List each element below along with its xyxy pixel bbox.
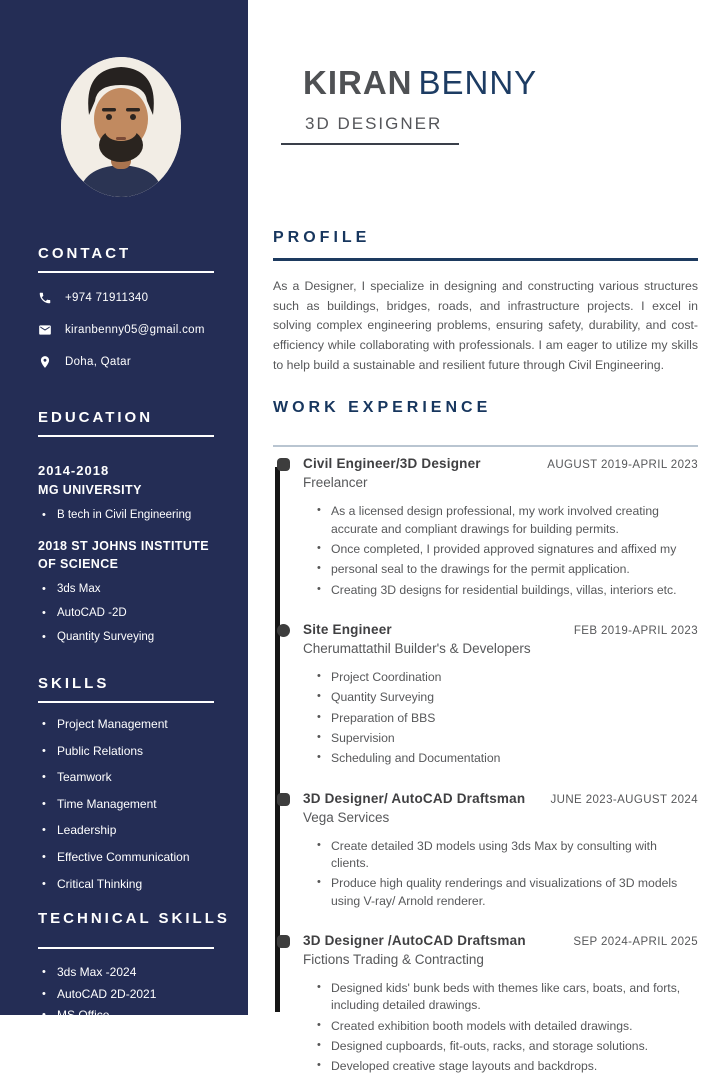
contact-email-row [38,323,228,337]
job-company: Freelancer [303,475,368,491]
job-company: Vega Services [303,809,390,825]
skills-heading: SKILLS [38,675,110,692]
job-company: Fictions Trading & Contracting [303,951,484,967]
contact-phone-row [38,291,228,305]
job-bullets [317,980,698,1076]
job-bullets [317,503,698,599]
list-item: • 3ds Max -2024 [42,965,228,981]
list-item: • Create detailed 3D models using 3ds Max by consulting with clients. [317,838,698,873]
contact-email-text: kiranbenny05@gmail.com [65,324,205,336]
list-item: • Creating 3D designs for residential buildings, villas, interiors etc. [317,582,698,599]
list-item: • personal seal to the drawings for the permit application. [317,561,698,578]
work-experience-divider [273,445,698,447]
contact-location-row [38,355,228,369]
work-experience-heading: WORK EXPERIENCE [273,399,492,417]
list-item: • Designed cupboards, fit-outs, racks, and storage solutions. [317,1038,698,1055]
list-item: • Project Coordination [317,669,698,686]
job-entry [303,933,698,1076]
list-item: • STAAD PRO V8i [42,1030,228,1046]
job-title: Site Engineer [303,622,392,637]
job-entry [303,456,698,599]
list-item: • Critical Thinking [42,877,228,893]
timeline-marker [277,935,290,948]
list-item: • Produce high quality renderings and visualizations of 3D models using V-ray/ Arnold renderer. [317,875,698,910]
list-item: • MS Office [42,1008,228,1024]
education-period: 2014-2018 [38,463,110,478]
profile-underline [273,258,698,261]
timeline-marker [277,793,290,806]
education-items [42,508,228,523]
skills-section [38,675,228,892]
job-period: SEP 2024-APRIL 2025 [573,935,698,948]
list-item: • As a licensed design professional, my work involved creating accurate and compliant drawings for building permits. [317,503,698,538]
email-icon [38,323,52,337]
list-item: • Project Management [42,717,228,733]
candidate-name [303,64,698,102]
last-name: BENNY [418,64,538,101]
list-item: • Quantity Surveying [317,689,698,706]
job-title: 3D Designer /AutoCAD Draftsman [303,932,526,948]
job-period: AUGUST 2019-APRIL 2023 [547,459,698,472]
technical-skills-section [38,910,228,1067]
timeline-bar [275,467,280,1012]
list-item: • 3ds Max [42,582,228,597]
list-item: • Effective Communication [42,850,228,866]
profile-photo [61,57,181,197]
job-period: FEB 2019-APRIL 2023 [573,625,698,637]
profile-section [273,229,698,375]
contact-location-text: Doha, Qatar [65,356,131,368]
job-company: Cherumattathil Builder's & Developers [303,641,531,656]
skills-divider [38,701,214,703]
technical-skills-list [42,965,228,1067]
job-entry [303,791,698,910]
profile-heading: PROFILE [273,229,371,246]
education-heading: EDUCATION [38,409,154,426]
list-item: • B tech in Civil Engineering [42,508,228,523]
phone-icon [38,291,52,305]
list-item: • TA of stocks & cryptocurrencies [42,1052,228,1068]
work-experience-section [273,399,698,1075]
job-role: 3D DESIGNER [305,114,443,133]
education-entry [38,537,228,645]
education-entry [38,463,228,523]
job-period: JUNE 2023-AUGUST 2024 [550,793,698,806]
education-divider [38,435,214,437]
avatar-illustration [61,57,181,197]
contact-section [38,245,228,369]
list-item: • Time Management [42,797,228,813]
contact-phone-text: +974 71911340 [65,292,149,304]
list-item: • Teamwork [42,770,228,786]
list-item: • Created exhibition booth models with detailed drawings. [317,1018,698,1035]
contact-heading: CONTACT [38,245,132,262]
list-item: • Leadership [42,823,228,839]
skills-list [42,717,228,892]
list-item: • Supervision [317,730,698,747]
list-item: • Developed creative stage layouts and backdrops. [317,1058,698,1075]
list-item: • Quantity Surveying [42,630,228,645]
job-header [303,791,698,806]
list-item: • Once completed, I provided approved signatures and affixed my [317,541,698,558]
job-header [303,622,698,637]
technical-skills-divider [38,947,214,949]
list-item: • Designed kids' bunk beds with themes like cars, boats, and forts, including detailed drawings. [317,980,698,1015]
list-item: • Preparation of BBS [317,710,698,727]
education-school: 2018 ST JOHNS INSTITUTE OF SCIENCE [38,538,210,572]
timeline-marker [277,458,290,471]
technical-skills-heading: TECHNICAL SKILLS [38,910,230,928]
education-section [38,409,228,645]
work-timeline [273,456,698,1075]
first-name: KIRAN [303,64,413,101]
contact-divider [38,271,214,273]
job-title: Civil Engineer/3D Designer [303,456,481,472]
education-school: MG UNIVERSITY [38,483,142,497]
role-underline [281,143,459,145]
main-content [248,0,725,1074]
education-items [42,582,228,645]
job-bullets [317,838,698,910]
job-header [303,456,698,471]
profile-text: As a Designer, I specialize in designing and constructing various structures such as buildings, bridges, roads, and infrastructure projects. I excel in solving complex engineering problems, ensuring safety, durability, and cost-efficiency while collaborating with professionals. I am eager to utilize my skills to help build a sustainable and resilient future through Civil Engineering. [273,279,698,372]
job-entry [303,622,698,768]
job-title: 3D Designer/ AutoCAD Draftsman [303,790,526,806]
list-item: • Scheduling and Documentation [317,750,698,767]
list-item: • AutoCAD -2D [42,606,228,621]
job-header [303,933,698,948]
timeline-marker [277,624,290,637]
list-item: • Public Relations [42,744,228,760]
job-bullets [317,669,698,768]
sidebar [0,0,248,1066]
location-icon [38,355,52,369]
list-item: • AutoCAD 2D-2021 [42,987,228,1003]
